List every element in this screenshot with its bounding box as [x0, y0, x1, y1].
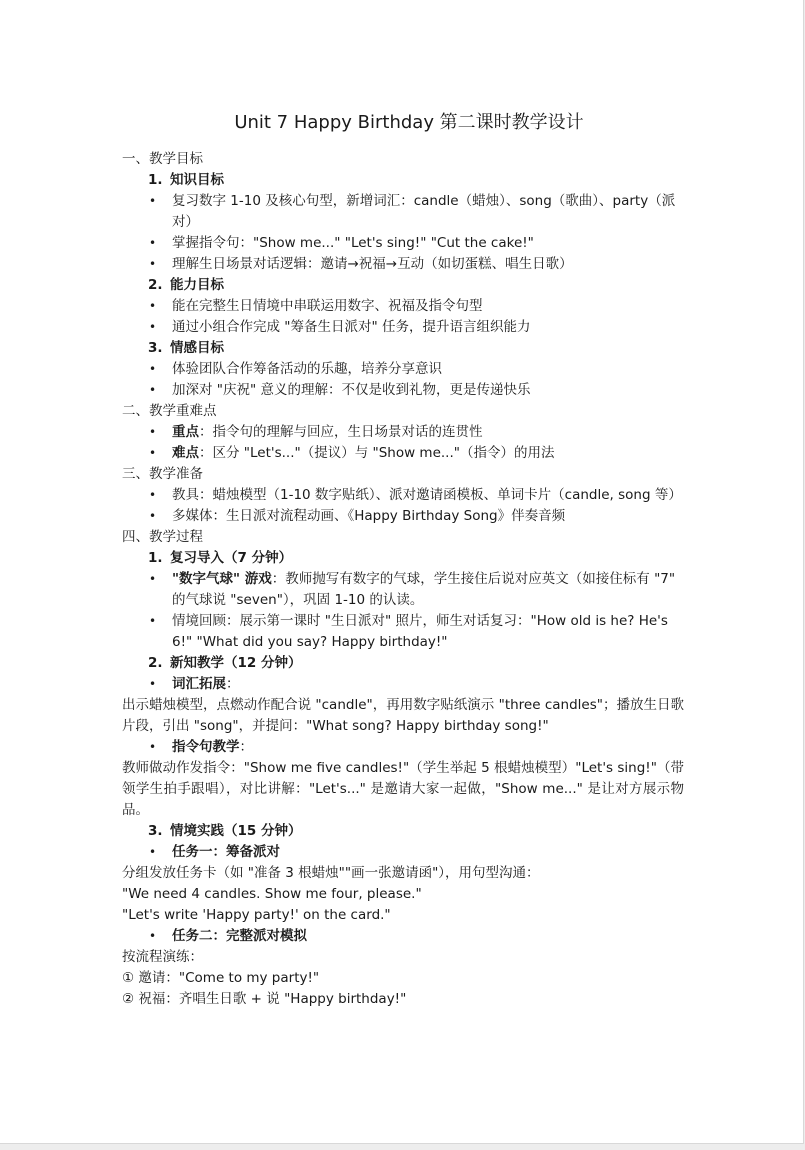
numbered-item: 3. 情感目标: [148, 340, 224, 356]
bullet-item: • 体验团队合作筹备活动的乐趣，培养分享意识: [122, 359, 684, 380]
bullet-item: • 复习数字 1-10 及核心句型，新增词汇：candle（蜡烛）、song（歌曲）、party（派对）: [149, 193, 676, 230]
bullet-item: • 通过小组合作完成 "筹备生日派对" 任务，提升语言组织能力: [122, 317, 684, 338]
bullet-item: • 指令句教学：: [122, 737, 684, 758]
bullet-item: • 任务二：完整派对模拟: [122, 926, 684, 947]
paragraph: "We need 4 candles. Show me four, please.": [122, 886, 422, 902]
section-heading-key-points: 二、教学重难点: [122, 403, 217, 419]
bullet-item: • 情境回顾：展示第一课时 "生日派对" 照片，师生对话复习："How old is he? He's 6!" "What did you say? Happy birthday!": [149, 613, 668, 650]
numbered-item: 1. 知识目标: [148, 172, 224, 188]
bullet-icon: •: [149, 362, 157, 376]
numbered-item: 1. 复习导入（7 分钟）: [148, 550, 293, 566]
bullet-item: • 能在完整生日情境中串联运用数字、祝福及指令句型: [122, 296, 684, 317]
section-heading-process: 四、教学过程: [122, 529, 203, 545]
bullet-icon: •: [149, 425, 157, 439]
document-content: [122, 110, 684, 1010]
bullet-icon: •: [149, 677, 157, 691]
numbered-item: 2. 能力目标: [148, 277, 224, 293]
bullet-icon: •: [149, 236, 157, 250]
page-title: Unit 7 Happy Birthday 第二课时教学设计: [234, 112, 584, 133]
numbered-item: 3. 情境实践（15 分钟）: [148, 823, 302, 839]
bullet-item: • 重点：指令句的理解与回应，生日场景对话的连贯性: [122, 422, 684, 443]
bullet-icon: •: [149, 740, 157, 754]
paragraph: 教师做动作发指令："Show me five candles!"（学生举起 5 根蜡烛模型）"Let's sing!"（带领学生拍手跟唱），对比讲解："Let's..." 是邀请大家一起做，"Show me..." 是让对方展示物品。: [122, 760, 684, 818]
bullet-item: • 任务一：筹备派对: [122, 842, 684, 863]
bullet-icon: •: [149, 446, 157, 460]
bullet-item: • 加深对 "庆祝" 意义的理解：不仅是收到礼物，更是传递快乐: [122, 380, 684, 401]
bullet-icon: •: [149, 194, 157, 208]
bullet-item: • 难点：区分 "Let's..."（提议）与 "Show me..."（指令）的用法: [122, 443, 684, 464]
bullet-item: • 词汇拓展：: [122, 674, 684, 695]
bullet-item: • 多媒体：生日派对流程动画、《Happy Birthday Song》伴奏音频: [122, 506, 684, 527]
bullet-icon: •: [149, 488, 157, 502]
paragraph: "Let's write 'Happy party!' on the card.": [122, 907, 391, 923]
bullet-item: • 掌握指令句："Show me..." "Let's sing!" "Cut the cake!": [122, 233, 684, 254]
bullet-icon: •: [149, 929, 157, 943]
paragraph: ② 祝福：齐唱生日歌 + 说 "Happy birthday!": [122, 991, 407, 1007]
bullet-item: • 教具：蜡烛模型（1-10 数字贴纸）、派对邀请函模板、单词卡片（candle, song 等）: [122, 485, 684, 506]
bullet-icon: •: [149, 509, 157, 523]
bullet-icon: •: [149, 572, 157, 586]
paragraph: 分组发放任务卡（如 "准备 3 根蜡烛""画一张邀请函"），用句型沟通：: [122, 865, 540, 881]
bullet-icon: •: [149, 614, 157, 628]
bullet-icon: •: [149, 299, 157, 313]
bullet-icon: •: [149, 320, 157, 334]
paragraph: ① 邀请："Come to my party!": [122, 970, 320, 986]
bullet-icon: •: [149, 383, 157, 397]
section-heading-preparation: 三、教学准备: [122, 466, 203, 482]
section-heading-objectives: 一、教学目标: [122, 151, 203, 167]
numbered-item: 2. 新知教学（12 分钟）: [148, 655, 302, 671]
bullet-icon: •: [149, 257, 157, 271]
bullet-item: • 理解生日场景对话逻辑：邀请→祝福→互动（如切蛋糕、唱生日歌）: [122, 254, 684, 275]
paragraph: 出示蜡烛模型，点燃动作配合说 "candle"，再用数字贴纸演示 "three candles"；播放生日歌片段，引出 "song"，并提问："What song? Happy birthday song!": [122, 697, 684, 734]
bullet-icon: •: [149, 845, 157, 859]
paragraph: 按流程演练：: [122, 949, 203, 965]
bullet-item: • "数字气球" 游戏：教师抛写有数字的气球，学生接住后说对应英文（如接住标有 "7" 的气球说 "seven"），巩固 1-10 的认读。: [149, 571, 676, 608]
